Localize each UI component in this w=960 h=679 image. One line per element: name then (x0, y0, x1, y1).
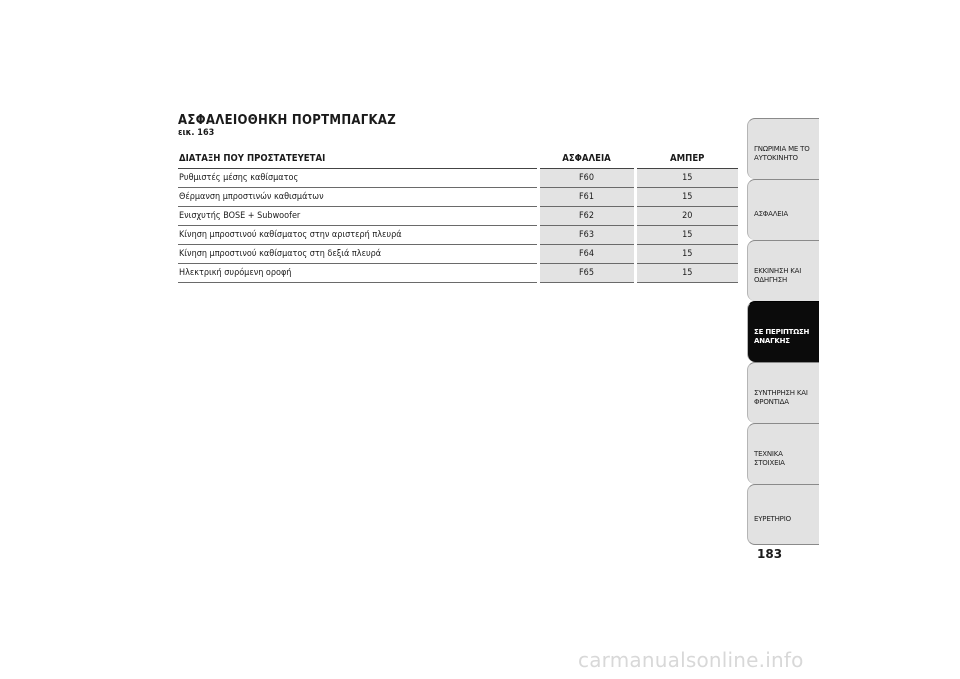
table-header-row (178, 148, 738, 169)
row-description: Ηλεκτρική συρόμενη οροφή (178, 264, 538, 283)
row-fuse: F61 (538, 188, 635, 207)
chapter-tab-getting-to-know[interactable]: ΓΝΩΡΙΜΙΑ ΜΕ ΤΟ ΑΥΤΟΚΙΝΗΤΟ (747, 118, 819, 179)
row-amperage: 15 (635, 245, 738, 264)
row-description: Ενισχυτής BOSE + Subwoofer (178, 207, 538, 226)
figure-reference: εικ. 163 (178, 128, 215, 138)
chapter-tab-safety[interactable]: ΑΣΦΑΛΕΙΑ (747, 179, 819, 240)
chapter-tabs (747, 118, 819, 545)
chapter-tab-index[interactable]: ΕΥΡΕΤΗΡΙΟ (747, 484, 819, 545)
row-fuse: F65 (538, 264, 635, 283)
table-row (178, 245, 738, 264)
section-title: ΑΣΦΑΛΕΙΟΘΗΚΗ ΠΟΡΤΜΠΑΓΚΑΖ (178, 113, 397, 128)
table-row (178, 169, 738, 188)
row-amperage: 15 (635, 169, 738, 188)
row-description: Ρυθμιστές μέσης καθίσματος (178, 169, 538, 188)
header-protected-device: ΔΙΑΤΑΞΗ ΠΟΥ ΠΡΟΣΤΑΤΕΥΕΤΑΙ (178, 148, 538, 169)
row-fuse: F60 (538, 169, 635, 188)
row-amperage: 15 (635, 188, 738, 207)
row-fuse: F62 (538, 207, 635, 226)
chapter-tab-starting-driving[interactable]: ΕΚΚΙΝΗΣΗ ΚΑΙ ΟΔΗΓΗΣΗ (747, 240, 819, 301)
row-description: Θέρμανση μπροστινών καθισμάτων (178, 188, 538, 207)
table-row (178, 226, 738, 245)
table-row (178, 188, 738, 207)
row-description: Κίνηση μπροστινού καθίσματος στην αριστερή πλευρά (178, 226, 538, 245)
row-amperage: 15 (635, 264, 738, 283)
fuse-table (178, 148, 738, 283)
chapter-tab-emergency[interactable]: ΣΕ ΠΕΡΙΠΤΩΣΗ ΑΝΑΓΚΗΣ (747, 301, 819, 362)
table-row (178, 207, 738, 226)
row-fuse: F63 (538, 226, 635, 245)
row-fuse: F64 (538, 245, 635, 264)
row-description: Κίνηση μπροστινού καθίσματος στη δεξιά πλευρά (178, 245, 538, 264)
chapter-tab-technical-data[interactable]: ΤΕΧΝΙΚΑ ΣΤΟΙΧΕΙΑ (747, 423, 819, 484)
row-amperage: 20 (635, 207, 738, 226)
page-number: 183 (757, 547, 783, 561)
row-amperage: 15 (635, 226, 738, 245)
header-amperage: ΑΜΠΕΡ (635, 148, 738, 169)
chapter-tab-maintenance[interactable]: ΣΥΝΤΗΡΗΣΗ ΚΑΙ ΦΡΟΝΤΙΔΑ (747, 362, 819, 423)
watermark-text: carmanualsonline.info (578, 648, 804, 672)
table-row (178, 264, 738, 283)
header-fuse: ΑΣΦΑΛΕΙΑ (538, 148, 635, 169)
